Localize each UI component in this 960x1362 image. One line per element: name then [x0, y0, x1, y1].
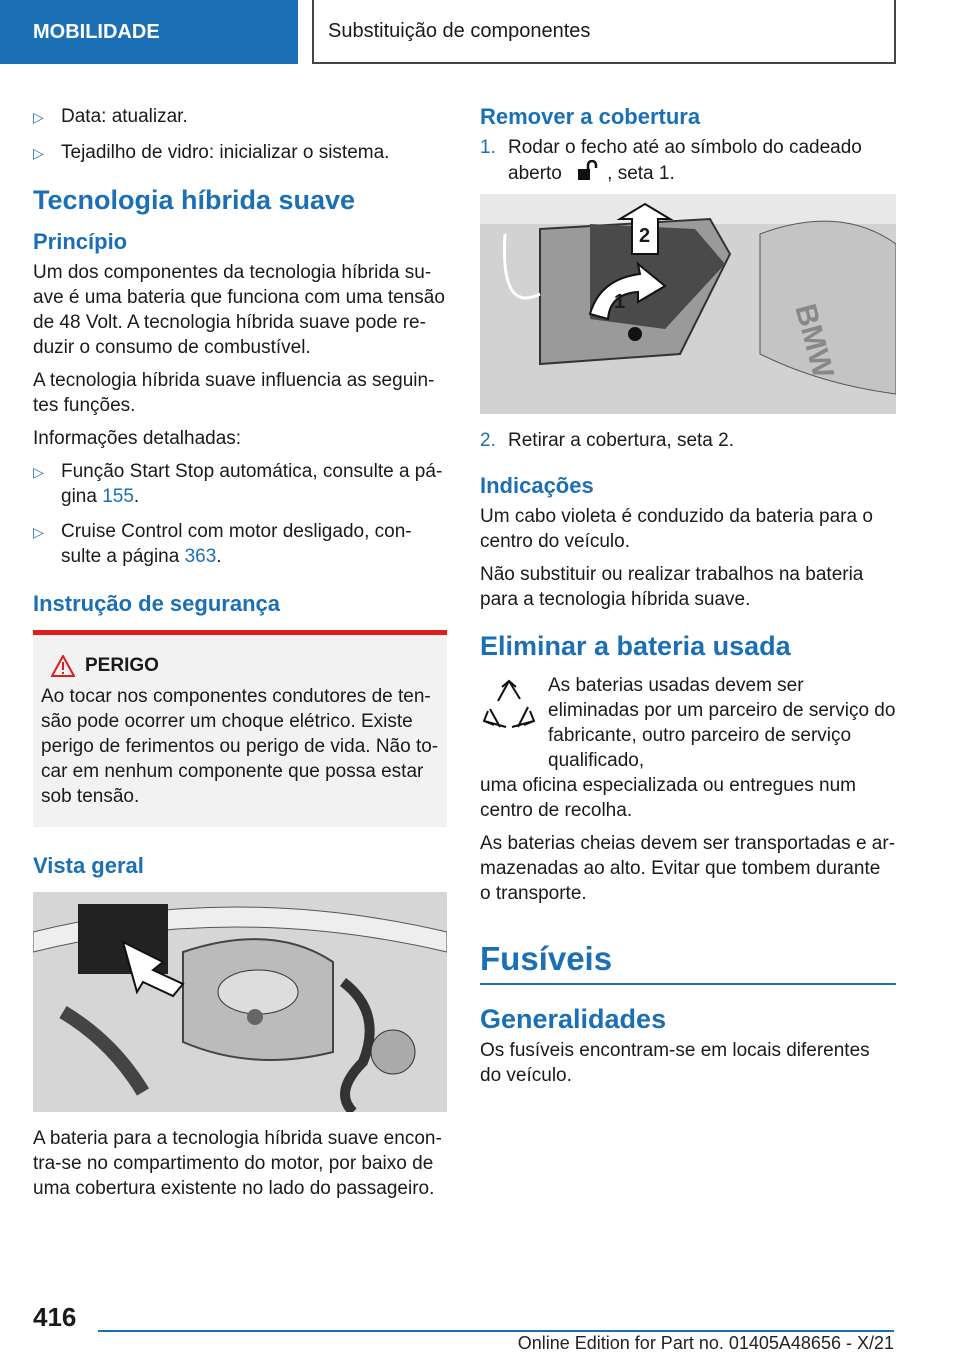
- list-item: ▷ Cruise Control com motor desligado, con-sulte a página 363.: [33, 521, 412, 567]
- paragraph: A tecnologia híbrida suave influencia as seguin-tes funções.: [33, 370, 435, 416]
- heading-general: Generalidades: [480, 1004, 667, 1034]
- list-item: ▷ Função Start Stop automática, consulte a pá-gina 155.: [33, 461, 443, 507]
- open-padlock-icon: [575, 160, 599, 182]
- list-item: ▷ Data: atualizar.: [33, 104, 447, 130]
- heading-fuses: Fusíveis: [480, 946, 896, 985]
- engine-bay-image: [33, 892, 447, 1112]
- bullet-triangle-icon: ▷: [33, 145, 44, 161]
- danger-box: [33, 630, 447, 827]
- chapter-title: Substituição de componentes: [312, 0, 896, 64]
- step-item: 1. Rodar o fecho até ao símbolo do cadeado aberto , seta 1.: [480, 137, 862, 184]
- bullet-triangle-icon: ▷: [33, 109, 44, 125]
- paragraph: Um cabo violeta é conduzido da bateria para o centro do veículo.: [480, 506, 873, 552]
- left-column: [33, 104, 447, 1209]
- heading-remove-cover: Remover a cobertura: [480, 104, 701, 129]
- heading-safety: Instrução de segurança: [33, 591, 280, 616]
- heading-principle: Princípio: [33, 229, 128, 254]
- heading-hybrid: Tecnologia híbrida suave: [33, 185, 356, 215]
- bullet-triangle-icon: ▷: [33, 464, 44, 480]
- right-column: [480, 104, 896, 1096]
- paragraph: Os fusíveis encontram-se em locais diferentes do veículo.: [480, 1040, 870, 1086]
- page-link-363[interactable]: 363: [184, 546, 217, 567]
- edition-note: Online Edition for Part no. 01405A48656 - X/21: [517, 1333, 894, 1353]
- paragraph: As baterias cheias devem ser transportadas e ar-mazenadas ao alto. Evitar que tombem durante o transporte.: [480, 833, 896, 904]
- paragraph: Não substituir ou realizar trabalhos na bateria para a tecnologia híbrida suave.: [480, 564, 864, 610]
- recycling-icon: [480, 677, 538, 735]
- cover-removal-image: [480, 194, 896, 414]
- step-item: 2. Retirar a cobertura, seta 2.: [480, 430, 734, 451]
- danger-text: Ao tocar nos componentes condutores de ten-são pode ocorrer um choque elétrico. Existe perigo de ferimentos ou perigo de vida. Não to-car em nenhum componente que possa estar sob tensão.: [41, 686, 439, 807]
- heading-notes: Indicações: [480, 473, 594, 498]
- svg-text:BMW: BMW: [788, 300, 840, 382]
- footer-divider: [98, 1330, 894, 1332]
- heading-dispose: Eliminar a bateria usada: [480, 631, 791, 661]
- arrow-label-1: 1: [614, 291, 626, 313]
- engine-illustration: [33, 892, 447, 1112]
- paragraph: Informações detalhadas:: [33, 428, 242, 449]
- page-link-155[interactable]: 155: [102, 486, 134, 507]
- overview-caption: A bateria para a tecnologia híbrida suave encon-tra-se no compartimento do motor, por baixo de uma cobertura existente no lado do passageiro.: [33, 1128, 442, 1199]
- bullet-triangle-icon: ▷: [33, 524, 44, 540]
- arrow-label-2: 2: [639, 225, 651, 247]
- dispose-text: As baterias usadas devem ser eliminadas por um parceiro de serviço do fabricante, outro parceiro de serviço qualificado,: [548, 675, 896, 771]
- paragraph: uma oficina especializada ou entregues num centro de recolha.: [480, 775, 857, 821]
- paragraph: Um dos componentes da tecnologia híbrida su-ave é uma bateria que funciona com uma tensão de 48 Volt. A tecnologia híbrida suave pode re-duzir o consumo de combustível.: [33, 262, 445, 358]
- heading-overview: Vista geral: [33, 853, 144, 878]
- section-tab: MOBILIDADE: [0, 0, 298, 64]
- danger-title: PERIGO: [85, 655, 159, 676]
- list-item: ▷ Tejadilho de vidro: inicializar o sistema.: [33, 140, 447, 166]
- warning-icon: [51, 655, 75, 677]
- page-number: 416: [33, 1302, 77, 1332]
- cover-illustration: [480, 194, 896, 414]
